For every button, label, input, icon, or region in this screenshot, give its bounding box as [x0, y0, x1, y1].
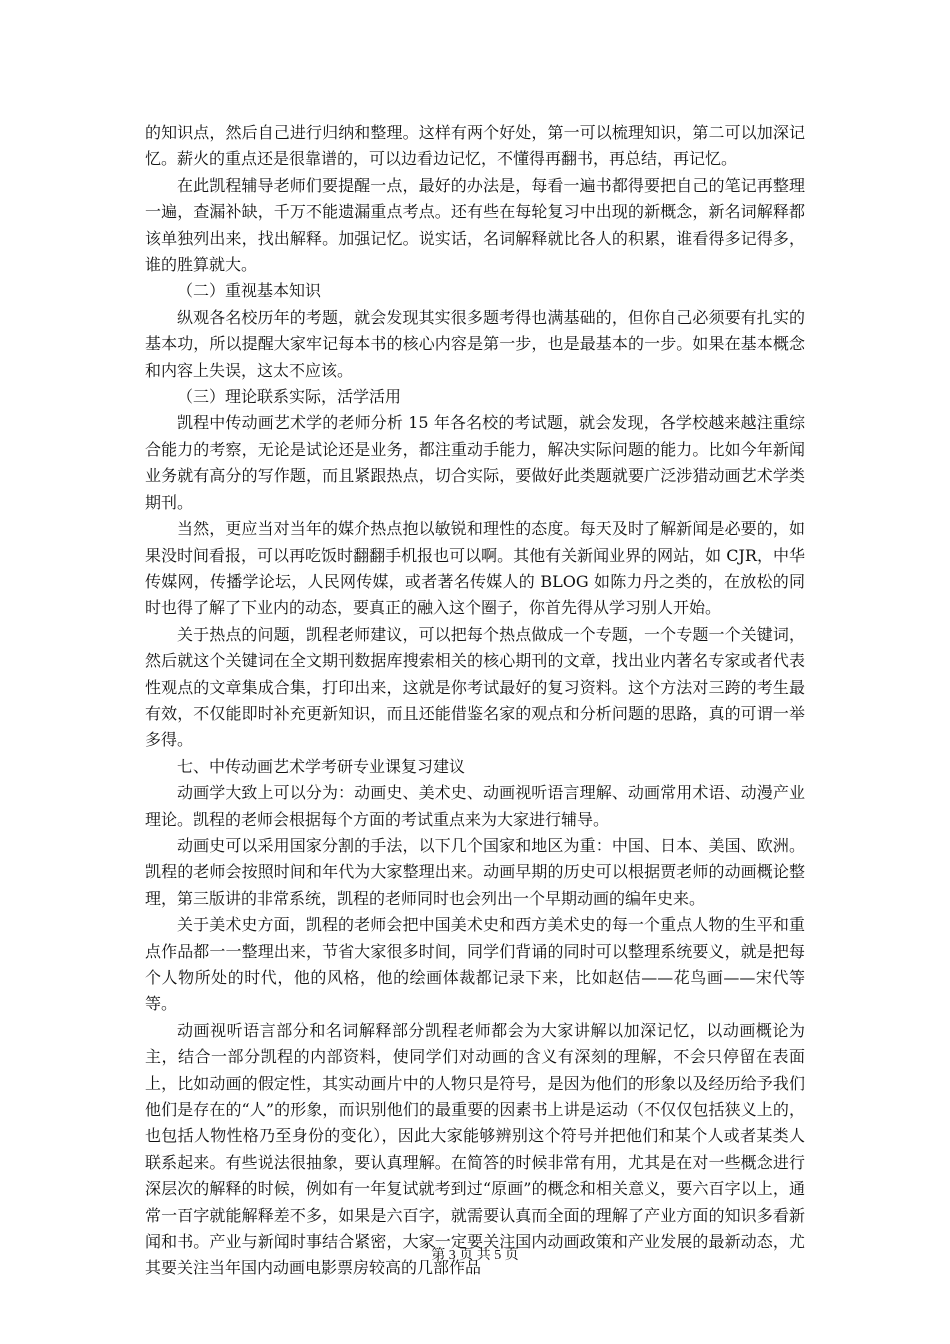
paragraph: 动画学大致上可以分为：动画史、美术史、动画视听语言理解、动画常用术语、动漫产业理论。凯程的老师会根据每个方面的考试重点来为大家进行辅导。 [145, 783, 805, 829]
paragraph: 关于美术史方面，凯程的老师会把中国美术史和西方美术史的每一个重点人物的生平和重点作品都一一整理出来，节省大家很多时间，同学们背诵的同时可以整理系统要义，就是把每个人物所处的时代，他的风格，他的绘画体裁都记录下来，比如赵佶——花鸟画——宋代等等。 [145, 915, 805, 1014]
page-number-footer: 第 3 页 共 5 页 [431, 1248, 519, 1263]
paragraph: 当然，更应当对当年的媒介热点抱以敏锐和理性的态度。每天及时了解新闻是必要的，如果没时间看报，可以再吃饭时翻翻手机报也可以啊。其他有关新闻业界的网站，如 CJR，中华传媒网，传播学论坛，人民网传媒，或者著名传媒人的 BLOG 如陈力丹之类的，在放松的同时也得了解了下业内的动态，要真正的融入这个圈子，你首先得从学习别人开始。 [145, 519, 805, 618]
document-body [145, 120, 805, 1282]
section-heading: 七、中传动画艺术学考研专业课复习建议 [177, 756, 466, 776]
paragraph: 凯程中传动画艺术学的老师分析 15 年各名校的考试题，就会发现，各学校越来越注重综合能力的考察，无论是试论还是业务，都注重动手能力，解决实际问题的能力。比如今年新闻业务就有高分的写作题，而且紧跟热点，切合实际，要做好此类题就要广泛涉猎动画艺术学类期刊。 [145, 413, 805, 512]
paragraph: 纵观各名校历年的考题，就会发现其实很多题考得也满基础的，但你自己必须要有扎实的基本功，所以提醒大家牢记每本书的核心内容是第一步，也是最基本的一步。如果在基本概念和内容上失误，这太不应该。 [145, 307, 805, 380]
paragraph: 动画史可以采用国家分割的手法，以下几个国家和地区为重：中国、日本、美国、欧洲。凯程的老师会按照时间和年代为大家整理出来。动画早期的历史可以根据贾老师的动画概论整理，第三版讲的非常系统，凯程的老师同时也会列出一个早期动画的编年史来。 [145, 835, 805, 908]
section-heading: （三）理论联系实际，活学活用 [177, 387, 402, 407]
paragraph: 动画视听语言部分和名词解释部分凯程老师都会为大家讲解以加深记忆，以动画概论为主，结合一部分凯程的内部资料，使同学们对动画的含义有深刻的理解，不会只停留在表面上，比如动画的假定性，其实动画片中的人物只是符号，是因为他们的形象以及经历给予我们他们是存在的“人”的形象，而识别他们的最重要的因素书上讲是运动（不仅仅包括狭义上的，也包括人物性格乃至身份的变化），因此大家能够辨别这个符号并把他们和某个人或者某类人联系起来。有些说法很抽象，要认真理解。在简答的时候非常有用，尤其是在对一些概念进行深层次的解释的时候，例如有一年复试就考到过“原画”的概念和相关意义，要六百字以上，通常一百字就能解释差不多，如果是六百字，就需要认真而全面的理解了产业方面的知识多看新闻和书。产业与新闻时事结合紧密，大家一定要关注国内动画政策和产业发展的最新动态，尤其要关注当年国内动画电影票房较高的几部作品 [145, 1020, 805, 1278]
paragraph: 在此凯程辅导老师们要提醒一点，最好的办法是，每看一遍书都得要把自己的笔记再整理一遍，查漏补缺，千万不能遗漏重点考点。还有些在每轮复习中出现的新概念，新名词解释都该单独列出来，找出解释。加强记忆。说实话，名词解释就比各人的积累，谁看得多记得多，谁的胜算就大。 [145, 175, 805, 275]
section-heading: （二）重视基本知识 [177, 281, 322, 301]
paragraph: 关于热点的问题，凯程老师建议，可以把每个热点做成一个专题，一个专题一个关键词，然后就这个关键词在全文期刊数据库搜索相关的核心期刊的文章，找出业内著名专家或者代表性观点的文章集成合集，打印出来，这就是你考试最好的复习资料。这个方法对三跨的考生最有效，不仅能即时补充更新知识，而且还能借鉴名家的观点和分析问题的思路，真的可谓一举多得。 [145, 624, 805, 750]
paragraph: 的知识点，然后自己进行归纳和整理。这样有两个好处，第一可以梳理知识，第二可以加深记忆。薪火的重点还是很靠谱的，可以边看边记忆，不懂得再翻书，再总结，再记忆。 [145, 123, 805, 169]
